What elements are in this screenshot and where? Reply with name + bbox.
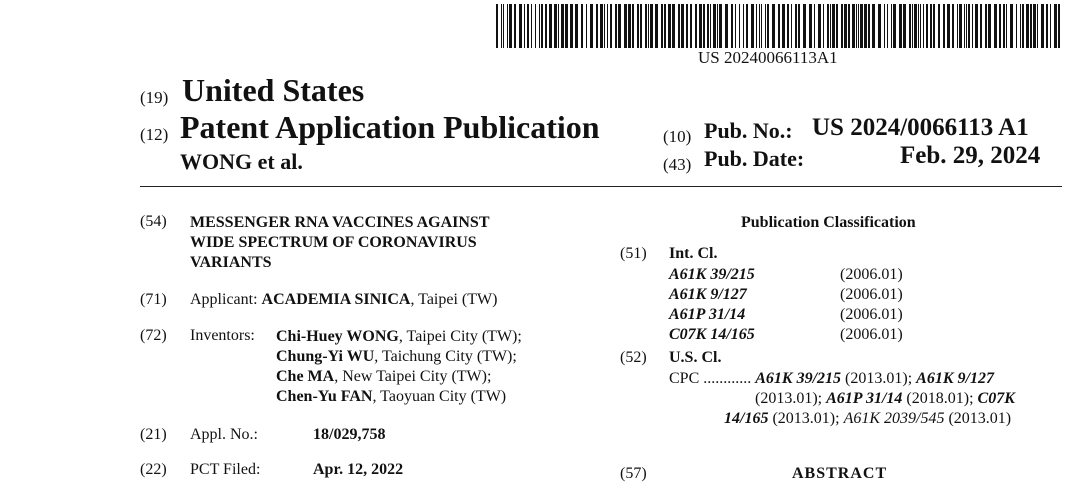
barcode-bar: [1046, 4, 1048, 48]
barcode-bar: [527, 4, 529, 48]
barcode-bar: [926, 4, 928, 48]
barcode-bar: [959, 4, 962, 48]
barcode-bar: [848, 4, 850, 48]
us-cl-label: U.S. Cl.: [669, 349, 722, 366]
int-cl-label: Int. Cl.: [669, 245, 718, 262]
barcode-bar: [860, 4, 863, 48]
barcode-bar: [719, 4, 722, 48]
classification-heading: Publication Classification: [741, 214, 916, 231]
barcode-bar: [558, 4, 559, 48]
invention-title: [190, 213, 570, 273]
inventor-entry: [276, 367, 522, 387]
barcode-bar: [966, 4, 967, 48]
cpc-code: A61K 9/127: [916, 370, 994, 387]
barcode-bar: [933, 4, 935, 48]
barcode-bar: [1030, 4, 1032, 48]
barcode-bar: [1020, 4, 1021, 48]
barcode-bar: [767, 4, 769, 48]
barcode-bar: [830, 4, 831, 48]
barcode-bar: [678, 4, 680, 48]
barcode-bar: [648, 4, 649, 48]
barcode-bar: [791, 4, 792, 48]
barcode-bar: [994, 4, 997, 48]
barcode-bar: [707, 4, 709, 48]
barcode-bar: [787, 4, 789, 48]
barcode-bar: [841, 4, 843, 48]
barcode-bar: [957, 4, 958, 48]
inid-code-72: (72): [140, 327, 167, 344]
barcode-bar: [761, 4, 762, 48]
barcode-bar: [964, 4, 965, 48]
barcode-bar: [664, 4, 666, 48]
inventor-entry: [276, 387, 522, 407]
barcode-bar: [565, 4, 568, 48]
barcode-bar: [618, 4, 621, 48]
barcode: [496, 4, 1062, 48]
barcode-bar: [501, 4, 502, 48]
inid-code-22: (22): [140, 461, 167, 478]
barcode-bar: [514, 4, 516, 48]
appl-no-label: Appl. No.:: [190, 426, 258, 443]
inventor-name: Che MA: [276, 368, 335, 385]
barcode-bar: [731, 4, 733, 48]
int-class-code: A61K 39/215: [669, 266, 755, 283]
barcode-bar: [590, 4, 593, 48]
barcode-bar: [746, 4, 748, 48]
inid-code-57: (57): [620, 465, 647, 482]
inid-code-10: (10): [663, 127, 692, 146]
barcode-bar: [909, 4, 911, 48]
barcode-bar: [893, 4, 896, 48]
appl-no-value: 18/029,758: [313, 426, 386, 443]
barcode-bar: [600, 4, 603, 48]
barcode-bar: [539, 4, 540, 48]
barcode-bar: [814, 4, 815, 48]
inventor-short-name: WONG et al.: [180, 149, 303, 174]
barcode-bar: [655, 4, 658, 48]
barcode-bar: [872, 4, 875, 48]
inid-code-54: (54): [140, 213, 167, 230]
barcode-bar: [1026, 4, 1029, 48]
barcode-bar: [1058, 4, 1060, 48]
int-class-code: A61K 9/127: [669, 286, 747, 303]
cpc-year: (2018.01);: [902, 390, 978, 407]
barcode-bar: [952, 4, 954, 48]
barcode-bar: [1033, 4, 1036, 48]
applicant-field: [190, 291, 497, 309]
barcode-bar: [570, 4, 573, 48]
barcode-bar: [686, 4, 688, 48]
title-line: VARIANTS: [190, 254, 272, 271]
int-class-year: (2006.01): [840, 326, 903, 343]
inid-code-43: (43): [663, 155, 692, 174]
barcode-bar: [650, 4, 653, 48]
barcode-bar: [624, 4, 627, 48]
barcode-bar: [615, 4, 617, 48]
barcode-bar: [668, 4, 671, 48]
barcode-bar: [756, 4, 757, 48]
barcode-bar: [535, 4, 536, 48]
barcode-bar: [586, 4, 587, 48]
barcode-bar: [868, 4, 870, 48]
cpc-year: (2013.01);: [841, 370, 917, 387]
cpc-year: (2013.01);: [755, 390, 827, 407]
barcode-bar: [681, 4, 684, 48]
barcode-bar: [972, 4, 973, 48]
barcode-bar: [545, 4, 547, 48]
inventor-name: Chen-Yu FAN: [276, 388, 373, 405]
barcode-bar: [980, 4, 982, 48]
barcode-bar: [524, 4, 525, 48]
barcode-bar: [827, 4, 829, 48]
cpc-line-3: [724, 410, 1011, 428]
cpc-code: C07K: [977, 390, 1015, 407]
pct-filed-label: PCT Filed:: [190, 461, 261, 478]
barcode-bar: [695, 4, 697, 48]
barcode-bar: [1041, 4, 1044, 48]
barcode-bar: [645, 4, 647, 48]
barcode-bar: [1006, 4, 1007, 48]
barcode-bar: [914, 4, 917, 48]
barcode-bar: [920, 4, 921, 48]
inid-code-19: (19): [140, 88, 169, 107]
barcode-number: US 20240066113A1: [698, 48, 838, 67]
barcode-bar: [858, 4, 859, 48]
barcode-bar: [1054, 4, 1057, 48]
barcode-bar: [596, 4, 598, 48]
inventor-name: Chi-Huey WONG: [276, 328, 399, 345]
barcode-bar: [798, 4, 800, 48]
barcode-bar: [717, 4, 718, 48]
barcode-bar: [735, 4, 736, 48]
barcode-bar: [661, 4, 663, 48]
barcode-bar: [912, 4, 913, 48]
pub-no-label: Pub. No.:: [704, 118, 793, 143]
inid-code-12: (12): [140, 125, 169, 144]
inid-code-71: (71): [140, 291, 167, 308]
abstract-heading: ABSTRACT: [792, 465, 888, 482]
inventors-list: [276, 327, 522, 407]
barcode-bar: [803, 4, 806, 48]
cpc-year: (2013.01): [944, 410, 1012, 427]
barcode-bar: [864, 4, 867, 48]
barcode-bar: [985, 4, 987, 48]
int-class-year: (2006.01): [840, 286, 903, 303]
cpc-line-1: [669, 370, 994, 388]
int-class-code: A61P 31/14: [669, 306, 746, 323]
barcode-bar: [699, 4, 702, 48]
pub-no-value: US 2024/0066113 A1: [812, 114, 1029, 141]
barcode-bar: [632, 4, 634, 48]
header-divider: [140, 186, 1062, 187]
barcode-bar: [703, 4, 705, 48]
barcode-bar: [999, 4, 1001, 48]
barcode-bar: [1010, 4, 1013, 48]
cpc-code: 14/165: [724, 410, 769, 427]
applicant-label: Applicant:: [190, 291, 258, 308]
barcode-bar: [751, 4, 754, 48]
barcode-bar: [1050, 4, 1051, 48]
inventor-entry: [276, 327, 522, 347]
pub-date-label: Pub. Date:: [704, 146, 805, 171]
barcode-bar: [759, 4, 760, 48]
applicant-name: ACADEMIA SINICA: [261, 291, 411, 308]
barcode-bar: [672, 4, 675, 48]
cpc-prefix: CPC ............: [669, 370, 752, 387]
barcode-bar: [610, 4, 612, 48]
inventor-location: , Taichung City (TW);: [374, 348, 517, 365]
barcode-bar: [541, 4, 543, 48]
barcode-bar: [923, 4, 924, 48]
barcode-bar: [1037, 4, 1038, 48]
barcode-bar: [561, 4, 564, 48]
int-class-years: [840, 265, 903, 345]
barcode-bar: [968, 4, 970, 48]
barcode-bar: [496, 4, 498, 48]
barcode-bar: [710, 4, 711, 48]
barcode-bar: [852, 4, 855, 48]
int-class-code: C07K 14/165: [669, 326, 755, 343]
barcode-bar: [628, 4, 631, 48]
barcode-bar: [713, 4, 716, 48]
inventors-label: Inventors:: [190, 327, 255, 344]
barcode-bar: [637, 4, 639, 48]
barcode-bar: [938, 4, 940, 48]
barcode-bar: [778, 4, 780, 48]
barcode-bar: [507, 4, 508, 48]
barcode-bar: [836, 4, 838, 48]
barcode-bar: [1022, 4, 1024, 48]
barcode-bar: [1016, 4, 1017, 48]
inventor-entry: [276, 347, 522, 367]
barcode-bar: [884, 4, 885, 48]
barcode-bar: [1003, 4, 1005, 48]
int-class-codes: [669, 265, 755, 345]
barcode-bar: [988, 4, 991, 48]
barcode-bar: [795, 4, 797, 48]
inventor-location: , New Taipei City (TW);: [334, 368, 492, 385]
barcode-bar: [725, 4, 728, 48]
int-class-year: (2006.01): [840, 266, 903, 283]
inid-code-21: (21): [140, 426, 167, 443]
barcode-bar: [844, 4, 847, 48]
barcode-bar: [899, 4, 902, 48]
inventor-location: , Taipei City (TW);: [398, 328, 522, 345]
barcode-bar: [887, 4, 888, 48]
barcode-bar: [891, 4, 892, 48]
barcode-bar: [818, 4, 821, 48]
barcode-bar: [575, 4, 578, 48]
barcode-bar: [549, 4, 552, 48]
barcode-bar: [743, 4, 744, 48]
publication-type-heading: Patent Application Publication: [180, 109, 600, 145]
cpc-year: (2013.01);: [768, 410, 844, 427]
cpc-code: A61K 2039/545: [843, 410, 945, 427]
cpc-code: A61K 39/215: [755, 370, 842, 387]
barcode-bar: [975, 4, 978, 48]
barcode-bar: [503, 4, 504, 48]
barcode-bar: [809, 4, 812, 48]
cpc-line-2: [755, 390, 1015, 408]
pct-filed-date: Apr. 12, 2022: [313, 461, 404, 478]
barcode-bar: [519, 4, 522, 48]
barcode-bar: [930, 4, 932, 48]
barcode-bar: [832, 4, 835, 48]
barcode-bar: [739, 4, 740, 48]
cpc-code: A61P 31/14: [826, 390, 903, 407]
barcode-bar: [782, 4, 785, 48]
inventor-name: Chung-Yi WU: [276, 348, 375, 365]
barcode-bar: [640, 4, 642, 48]
barcode-bar: [918, 4, 919, 48]
barcode-bar: [690, 4, 692, 48]
title-line: WIDE SPECTRUM OF CORONAVIRUS: [190, 234, 477, 251]
barcode-bar: [856, 4, 857, 48]
barcode-bar: [607, 4, 608, 48]
barcode-bar: [943, 4, 945, 48]
inid-code-52: (52): [620, 349, 647, 366]
barcode-bar: [554, 4, 557, 48]
int-class-year: (2006.01): [840, 306, 903, 323]
barcode-bar: [947, 4, 950, 48]
pub-date-value: Feb. 29, 2024: [900, 142, 1041, 169]
country-heading: United States: [182, 72, 365, 108]
barcode-bar: [604, 4, 605, 48]
barcode-bar: [581, 4, 583, 48]
barcode-bar: [772, 4, 775, 48]
barcode-bar: [509, 4, 512, 48]
title-line: MESSENGER RNA VACCINES AGAINST: [190, 214, 490, 231]
inventor-location: , Taoyuan City (TW): [372, 388, 507, 405]
barcode-bar: [531, 4, 532, 48]
inid-code-51: (51): [620, 245, 647, 262]
barcode-bar: [878, 4, 881, 48]
barcode-bar: [765, 4, 766, 48]
barcode-bar: [823, 4, 824, 48]
barcode-bar: [903, 4, 906, 48]
applicant-location: , Taipei (TW): [410, 291, 498, 308]
